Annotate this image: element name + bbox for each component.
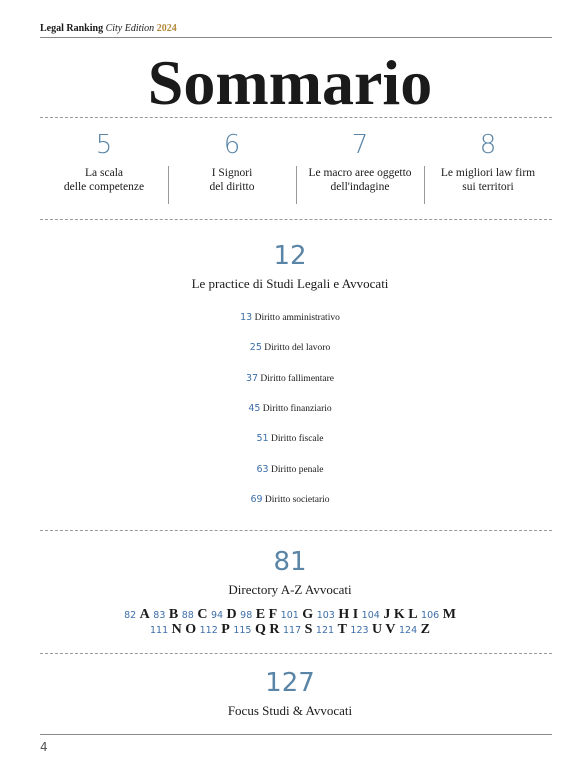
toc-item-label: [424, 166, 552, 194]
az-page: 98: [240, 610, 253, 621]
az-entry[interactable]: [150, 622, 196, 637]
practice-label: Diritto societario: [264, 495, 330, 505]
header-brand: Legal Ranking: [40, 23, 104, 34]
practice-page: 51: [256, 433, 269, 444]
az-entry[interactable]: [317, 607, 358, 622]
az-page: 94: [210, 610, 224, 621]
toc-item-label: [168, 166, 296, 194]
toc-item-number: 6: [223, 130, 241, 160]
az-entry[interactable]: [316, 622, 347, 637]
az-page: 112: [199, 625, 218, 636]
practice-page: 45: [248, 403, 261, 414]
az-letters: E F: [255, 607, 278, 622]
az-letters: J K L: [383, 607, 418, 622]
toc-item-number: 8: [479, 130, 497, 160]
practice-item[interactable]: [0, 433, 580, 444]
az-letters: G: [302, 607, 314, 622]
practice-page: 37: [245, 373, 259, 384]
focus-section-header[interactable]: [0, 668, 580, 719]
practice-item[interactable]: [0, 312, 580, 323]
practice-section-header[interactable]: [0, 241, 580, 292]
az-letters: N O: [171, 622, 197, 637]
az-letters: D: [226, 607, 237, 622]
section-title: Le practice di Studi Legali e Avvocati: [191, 276, 389, 291]
dashed-divider: [40, 117, 552, 118]
toc-item-7[interactable]: [296, 130, 424, 194]
toc-item-number: 5: [95, 130, 113, 160]
practice-item[interactable]: [0, 464, 580, 475]
az-entry[interactable]: [211, 607, 237, 622]
toc-item-number: 7: [351, 130, 369, 160]
toc-item-label: [40, 166, 168, 194]
running-header: [40, 23, 177, 34]
toc-item-label-line: I Signori: [211, 167, 253, 179]
az-page: 88: [181, 610, 194, 621]
toc-item-6[interactable]: [168, 130, 296, 194]
az-entry[interactable]: [240, 607, 277, 622]
practice-page: 13: [240, 312, 253, 323]
az-letters: U V: [372, 622, 396, 637]
az-page: 115: [233, 625, 252, 636]
az-page: 106: [421, 610, 440, 621]
az-entry[interactable]: [399, 622, 430, 637]
directory-section-header[interactable]: [0, 547, 580, 598]
practice-label: Diritto finanziario: [262, 404, 332, 414]
section-number: 81: [273, 547, 307, 577]
az-page: 82: [124, 610, 137, 621]
practice-page: 69: [250, 494, 263, 505]
az-letters: Z: [420, 622, 430, 637]
practice-page: 25: [249, 342, 262, 353]
az-letters: Q R: [254, 622, 280, 637]
az-letters: T: [337, 622, 347, 637]
header-year: 2024: [156, 23, 177, 34]
az-letters: C: [197, 607, 208, 622]
practice-page: 63: [256, 464, 269, 475]
toc-item-label-line: sui territori: [462, 181, 514, 193]
toc-item-label-line: La scala: [85, 167, 123, 179]
az-entry[interactable]: [362, 607, 418, 622]
az-entry[interactable]: [182, 607, 208, 622]
toc-item-5[interactable]: [40, 130, 168, 194]
section-title: Directory A-Z Avvocati: [228, 582, 352, 597]
toc-item-label-line: Le macro aree oggetto: [308, 167, 412, 179]
practice-label: Diritto del lavoro: [264, 343, 331, 353]
az-entry[interactable]: [200, 622, 230, 637]
practice-label: Diritto fiscale: [270, 434, 324, 444]
dashed-divider: [40, 219, 552, 220]
az-index-row: [0, 607, 580, 623]
toc-item-label-line: Le migliori law firm: [440, 167, 536, 179]
dashed-divider: [40, 530, 552, 531]
az-page: 103: [316, 610, 335, 621]
header-edition: City Edition: [105, 23, 155, 34]
az-page: 124: [399, 625, 418, 636]
toc-item-8[interactable]: [424, 130, 552, 194]
section-title: Focus Studi & Avvocati: [227, 703, 353, 718]
practice-item[interactable]: [0, 494, 580, 505]
az-letters: P: [221, 622, 230, 637]
az-letters: A: [139, 607, 150, 622]
toc-item-label: [296, 166, 424, 194]
az-letters: M: [442, 607, 456, 622]
az-page: 104: [361, 610, 380, 621]
toc-item-label-line: dell'indagine: [330, 181, 390, 193]
practice-item[interactable]: [0, 373, 580, 384]
toc-item-label-line: del diritto: [209, 181, 255, 193]
practice-item[interactable]: [0, 342, 580, 353]
az-page: 83: [153, 610, 166, 621]
practice-item[interactable]: [0, 403, 580, 414]
dashed-divider: [40, 653, 552, 654]
az-entry[interactable]: [283, 622, 312, 637]
toc-item-label-line: delle competenze: [63, 181, 145, 193]
az-page: 121: [315, 625, 335, 636]
az-page: 123: [350, 625, 369, 636]
top-items: [40, 130, 552, 194]
az-letters: H I: [338, 607, 359, 622]
section-number: 127: [265, 668, 315, 698]
az-entry[interactable]: [421, 607, 456, 622]
az-letters: B: [168, 607, 179, 622]
page-number: 4: [40, 740, 48, 754]
az-entry[interactable]: [350, 622, 395, 637]
page-title: Sommario: [147, 47, 433, 118]
practice-label: Diritto fallimentare: [260, 374, 335, 384]
practice-label: Diritto penale: [270, 465, 324, 475]
az-entry[interactable]: [281, 607, 314, 622]
az-entry[interactable]: [124, 607, 150, 622]
az-page: 117: [282, 625, 302, 636]
az-entry[interactable]: [153, 607, 178, 622]
az-page: 101: [280, 610, 299, 621]
az-letters: S: [304, 622, 313, 637]
practice-label: Diritto amministrativo: [254, 313, 340, 323]
az-page: 111: [150, 625, 169, 636]
az-entry[interactable]: [233, 622, 279, 637]
section-number: 12: [273, 241, 307, 271]
header-rule: [40, 37, 552, 38]
footer-rule: [40, 734, 552, 735]
az-index-row: [0, 622, 580, 638]
